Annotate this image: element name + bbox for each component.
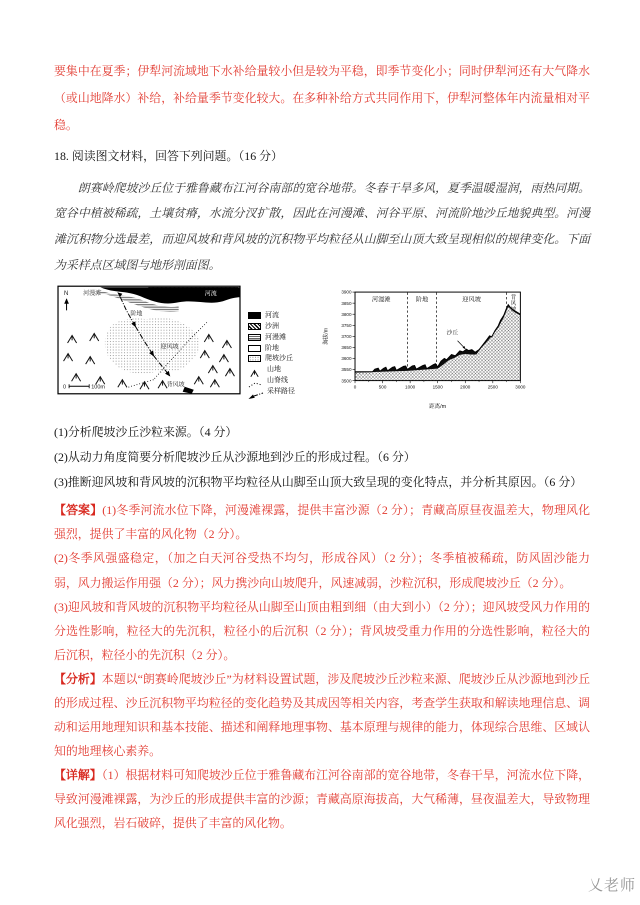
answer-paragraph-2: [54, 546, 590, 594]
legend-item-sampling-path: 采样路径: [248, 386, 314, 397]
y-tick-label: 3600: [341, 356, 352, 362]
answer-2-text: (2)冬季风强盛稳定，（加之白天河谷受热不均匀，形成谷风）（2 分）；冬季植被稀疏，防风固沙能力弱，风力搬运作用强（2 分）；风力携沙向山坡爬升，风速减弱，沙粒沉积，形成爬坡沙丘（2 分）。: [54, 551, 590, 590]
continued-answer-text: 要集中在夏季；伊犁河流域地下水补给量较小但是较为平稳，即季节变化小；同时伊犁河还有大气降水（或山地降水）补给，补给量季节变化较大。在多种补给方式共同作用下，伊犁河整体年内流量相对平稳。: [54, 64, 590, 133]
legend-item-sandbar: 沙洲: [248, 321, 314, 332]
x-tick-label: 3000: [515, 384, 526, 390]
map-label-leeward: 背风坡: [166, 382, 185, 389]
terrain-hatched-area: [355, 307, 520, 381]
detail-label: 【详解】: [54, 767, 102, 782]
y-tick-label: 3850: [341, 301, 352, 307]
x-axis-label: 距离/m: [429, 404, 447, 411]
question-3: (3)推断迎风坡和背风坡的沉积物平均粒径从山脚至山顶大致呈现的变化特点，并分析其原因。（6 分）: [54, 475, 583, 490]
y-tick-label: 3750: [341, 323, 352, 329]
north-label: N: [64, 291, 69, 298]
answer-paragraph-1: [54, 498, 590, 546]
legend-swatch-dune: [248, 355, 261, 362]
answer-1-text: (1)冬季河流水位下降，河漫滩裸露，提供丰富沙源（2 分）；青藏高原昼夜温差大，物理风化强烈，提供了丰富的风化物（2 分）。: [54, 503, 590, 542]
region-map: [56, 284, 242, 397]
y-axis-label: 海拔/m: [323, 328, 330, 346]
material-paragraph: 朗赛岭爬坡沙丘位于雅鲁藏布江河谷南部的宽谷地带。冬春干旱多风，夏季温暖湿润，雨热同期。宽谷中植被稀疏，土壤贫瘠，水流分汊扩散，因此在河漫滩、河谷平原、河流阶地沙丘地貌典型。河漫滩沉积物分选最差，而迎风坡和背风坡的沉积物平均粒径从山脚至山顶大致呈现相似的规律变化。下面为采样点区域图与地形剖面图。: [54, 180, 590, 272]
x-tick-label: 0: [353, 384, 357, 390]
detail-text: （1）根据材料可知爬坡沙丘位于雅鲁藏布江河谷南部的宽谷地带，冬春干旱，河流水位下降，导致河漫滩裸露，为沙丘的形成提供丰富的沙源；青藏高原海拔高，大气稀薄，昼夜温差大，导致物理风化强烈，岩石破碎，提供了丰富的风化物。: [54, 767, 590, 830]
y-tick-label: 3500: [341, 378, 352, 384]
y-tick-label: 3650: [341, 345, 352, 351]
region-label: 阶地: [415, 296, 429, 304]
dune-area-shape: [105, 318, 200, 374]
y-tick-label: 3800: [341, 312, 352, 318]
question-2: (2)从动力角度简要分析爬坡沙丘从沙源地到沙丘的形成过程。（6 分）: [54, 450, 416, 465]
analysis-label: 【分析】: [54, 671, 102, 686]
x-tick-label: 2500: [487, 384, 498, 390]
legend-swatch-sampling-path: [248, 387, 263, 396]
answer-3-text: (3)迎风坡和背风坡的沉积物平均粒径从山脚至山顶由粗到细（由大到小）（2 分）；迎风坡受风力作用的分选性影响，粒径大的先沉积，粒径小的后沉积（2 分）；背风坡受重力作用的分选性影响，粒径大的后沉积，粒径小的先沉积（2 分）。: [54, 599, 590, 662]
legend-item-ridgeline: 山脊线: [248, 375, 314, 386]
detail-paragraph: [54, 763, 590, 835]
legend-swatch-floodplain: [248, 334, 261, 341]
dune-annotation-label: 沙丘: [446, 330, 459, 337]
answer-paragraph-3: [54, 595, 590, 667]
terrain-profile-chart: [320, 284, 534, 413]
scale-length: 100m: [91, 384, 106, 391]
legend-swatch-river: [248, 312, 261, 319]
map-label-windward: 迎风坡: [160, 344, 179, 351]
dune-annotation-arrow: [458, 341, 466, 349]
x-tick-label: 500: [378, 384, 387, 390]
legend-swatch-mountain: [248, 365, 263, 374]
analysis-paragraph: [54, 667, 590, 763]
map-label-river: 河流: [204, 291, 217, 298]
legend-item-mountain: 山地: [248, 364, 314, 375]
region-label: 迎风坡: [462, 296, 481, 304]
region-label: 背风坡: [510, 295, 517, 313]
map-label-floodplain: 河漫滩: [83, 291, 102, 298]
y-tick-label: 3900: [341, 289, 352, 295]
legend-swatch-sandbar: [248, 323, 261, 330]
legend-swatch-ridgeline: [248, 376, 263, 385]
y-tick-label: 3700: [341, 334, 352, 340]
legend-item-dune: 爬坡沙丘: [248, 353, 314, 364]
figure: [56, 284, 590, 413]
analysis-text: 本题以“朗赛岭爬坡沙丘”为材料设置试题，涉及爬坡沙丘沙粒来源、爬坡沙丘从沙源地到沙丘的形成过程、沙丘沉积物平均粒径的变化趋势及其成因等相关内容，考查学生获取和解读地理信息、调动和运用地理知识和基本技能、描述和阐释地理事物、基本原理与规律的能力，体现综合思维、区域认知的地理核心素养。: [54, 671, 590, 758]
legend-swatch-terrace: [248, 345, 261, 352]
watermark: 乂老师: [587, 877, 636, 894]
x-tick-label: 1500: [432, 384, 443, 390]
legend-item-floodplain: 河漫滩: [248, 332, 314, 343]
legend-item-river: 河流: [248, 310, 314, 321]
scale-zero: 0: [63, 384, 67, 391]
y-tick-label: 3550: [341, 367, 352, 373]
question-18-heading: 18. 阅读图文材料，回答下列问题。（16 分）: [54, 149, 283, 164]
map-label-terrace: 阶地: [130, 311, 143, 318]
legend-item-terrace: 阶地: [248, 343, 314, 354]
x-tick-label: 2000: [460, 384, 471, 390]
map-legend: [248, 310, 314, 396]
x-tick-label: 1000: [405, 384, 416, 390]
question-1: (1)分析爬坡沙丘沙粒来源。（4 分）: [54, 425, 238, 440]
answer-label: 【答案】: [54, 503, 103, 518]
region-label: 河漫滩: [371, 296, 391, 304]
